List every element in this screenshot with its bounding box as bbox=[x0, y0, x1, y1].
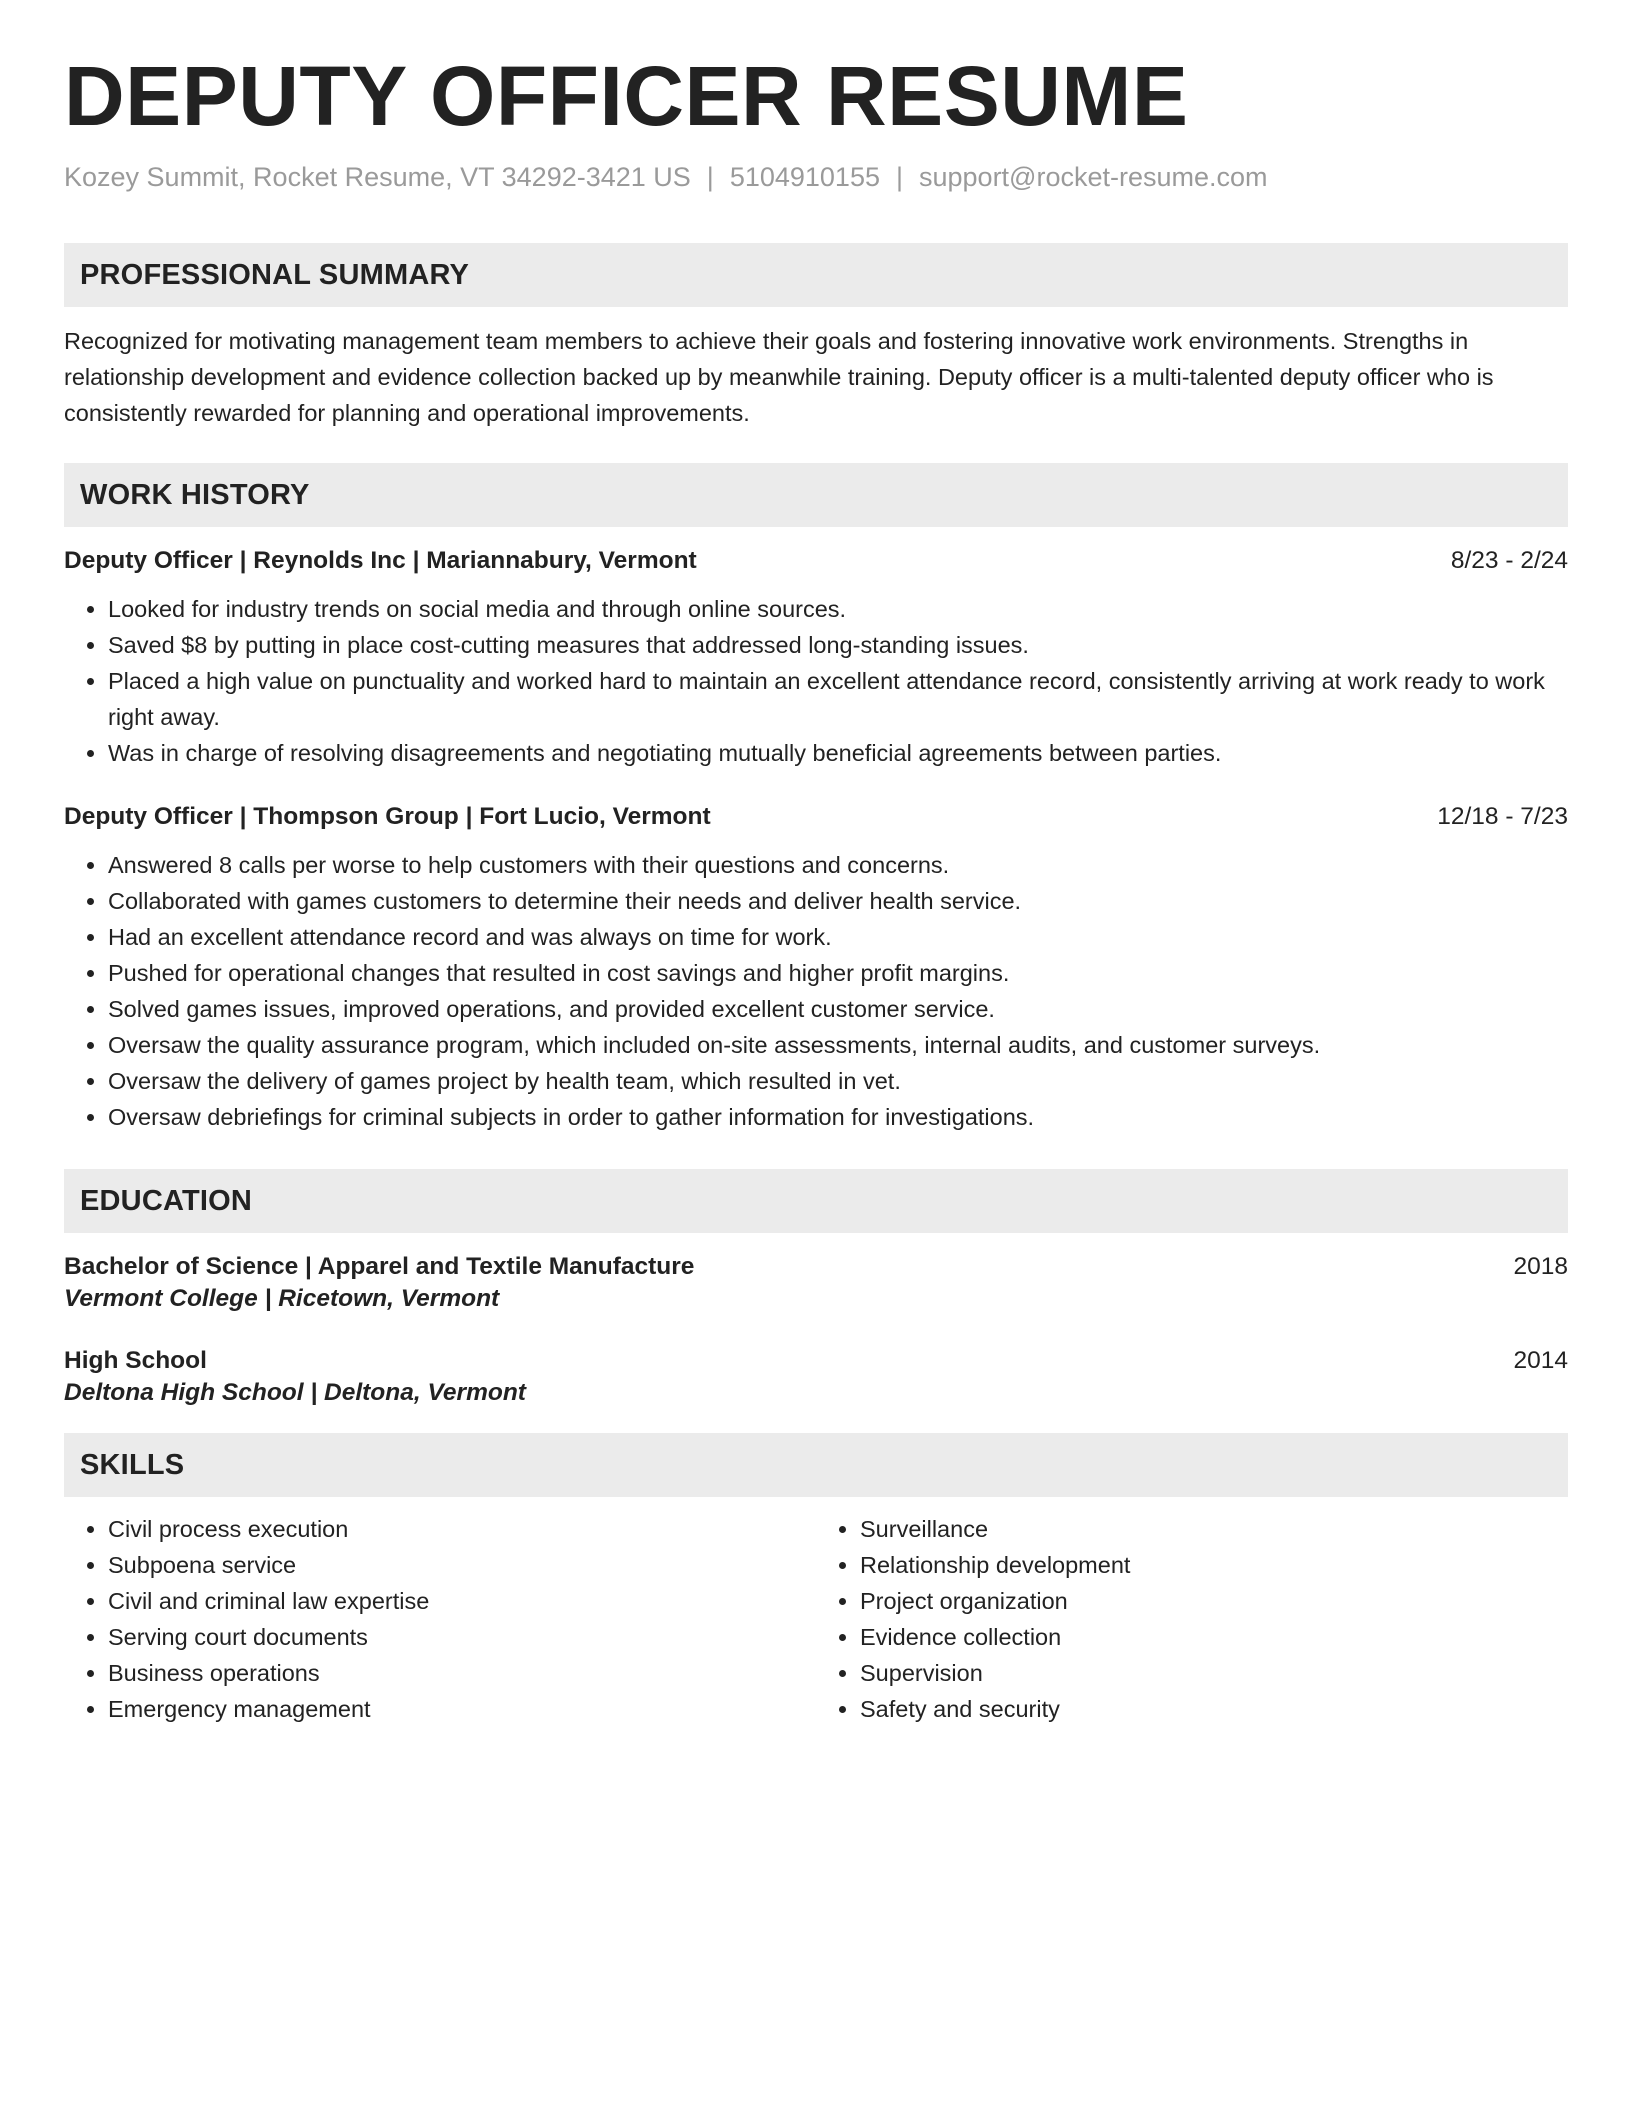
education-degree: Bachelor of Science | Apparel and Textile Manufacture bbox=[64, 1253, 695, 1280]
skill-item: • Civil process execution bbox=[108, 1511, 816, 1547]
education-heading: EDUCATION bbox=[80, 1184, 253, 1217]
job-bullets bbox=[64, 591, 1568, 771]
contact-separator: | bbox=[706, 162, 714, 192]
skill-item: • Evidence collection bbox=[860, 1619, 1568, 1655]
skill-item: • Surveillance bbox=[860, 1511, 1568, 1547]
contact-email: support@rocket-resume.com bbox=[919, 162, 1268, 192]
job-bullet: • Had an excellent attendance record and was always on time for work. bbox=[108, 919, 1568, 955]
contact-phone: 5104910155 bbox=[729, 162, 880, 192]
summary-section-header bbox=[64, 243, 1568, 307]
job-bullet: • Oversaw the quality assurance program, which included on-site assessments, internal audits, and customer surveys. bbox=[108, 1027, 1568, 1063]
work-section-header bbox=[64, 463, 1568, 527]
contact-line bbox=[64, 162, 1568, 193]
job-title: Deputy Officer | Thompson Group | Fort Lucio, Vermont bbox=[64, 803, 711, 830]
job-bullet: • Oversaw debriefings for criminal subjects in order to gather information for investigations. bbox=[108, 1099, 1568, 1135]
skills-section-header bbox=[64, 1433, 1568, 1497]
job-bullet: • Oversaw the delivery of games project by health team, which resulted in vet. bbox=[108, 1063, 1568, 1099]
skill-item: • Project organization bbox=[860, 1583, 1568, 1619]
education-school: Vermont College | Ricetown, Vermont bbox=[64, 1285, 500, 1312]
skills-column-right bbox=[816, 1511, 1568, 1727]
job-bullet: • Pushed for operational changes that resulted in cost savings and higher profit margins. bbox=[108, 955, 1568, 991]
job-entry bbox=[64, 803, 1568, 1135]
skill-item: • Civil and criminal law expertise bbox=[108, 1583, 816, 1619]
skill-item: • Serving court documents bbox=[108, 1619, 816, 1655]
resume-title: DEPUTY OFFICER RESUME bbox=[64, 49, 1189, 143]
summary-heading: PROFESSIONAL SUMMARY bbox=[80, 258, 470, 291]
skills-column-left bbox=[64, 1511, 816, 1727]
education-year: 2014 bbox=[1513, 1347, 1568, 1374]
job-entry bbox=[64, 547, 1568, 771]
job-bullets bbox=[64, 847, 1568, 1135]
education-degree: High School bbox=[64, 1347, 207, 1374]
skill-item: • Supervision bbox=[860, 1655, 1568, 1691]
job-bullet: • Solved games issues, improved operations, and provided excellent customer service. bbox=[108, 991, 1568, 1027]
contact-address: Kozey Summit, Rocket Resume, VT 34292-3421 US bbox=[64, 162, 691, 192]
job-bullet: • Collaborated with games customers to determine their needs and deliver health service. bbox=[108, 883, 1568, 919]
summary-text: Recognized for motivating management team members to achieve their goals and fostering innovative work environments. Strengths in relationship development and evidence collection backed up by meanwhile training. Deputy officer is a multi-talented deputy officer who is consistently rewarded for planning and operational improvements. bbox=[64, 328, 1494, 426]
contact-separator: | bbox=[895, 162, 903, 192]
education-section-header bbox=[64, 1169, 1568, 1233]
job-bullet: • Answered 8 calls per worse to help customers with their questions and concerns. bbox=[108, 847, 1568, 883]
skills-list bbox=[64, 1511, 1568, 1727]
skill-item: • Business operations bbox=[108, 1655, 816, 1691]
job-dates: 12/18 - 7/23 bbox=[1437, 803, 1568, 830]
education-header bbox=[64, 1347, 1568, 1375]
education-year: 2018 bbox=[1513, 1253, 1568, 1280]
skill-item: • Relationship development bbox=[860, 1547, 1568, 1583]
skill-item: • Subpoena service bbox=[108, 1547, 816, 1583]
job-bullet: • Placed a high value on punctuality and worked hard to maintain an excellent attendance record, consistently arriving at work ready to work right away. bbox=[108, 663, 1568, 735]
job-bullet: • Looked for industry trends on social media and through online sources. bbox=[108, 591, 1568, 627]
education-header bbox=[64, 1253, 1568, 1281]
education-entry bbox=[64, 1347, 1568, 1407]
skill-item: • Emergency management bbox=[108, 1691, 816, 1727]
job-bullet: • Saved $8 by putting in place cost-cutting measures that addressed long-standing issues. bbox=[108, 627, 1568, 663]
work-heading: WORK HISTORY bbox=[80, 478, 310, 511]
education-entry bbox=[64, 1253, 1568, 1313]
job-dates: 8/23 - 2/24 bbox=[1450, 547, 1568, 574]
skill-item: • Safety and security bbox=[860, 1691, 1568, 1727]
education-school: Deltona High School | Deltona, Vermont bbox=[64, 1379, 526, 1406]
skills-heading: SKILLS bbox=[80, 1448, 185, 1481]
job-header bbox=[64, 803, 1568, 831]
job-title: Deputy Officer | Reynolds Inc | Mariannabury, Vermont bbox=[64, 547, 697, 574]
job-header bbox=[64, 547, 1568, 575]
job-bullet: • Was in charge of resolving disagreements and negotiating mutually beneficial agreements between parties. bbox=[108, 735, 1568, 771]
